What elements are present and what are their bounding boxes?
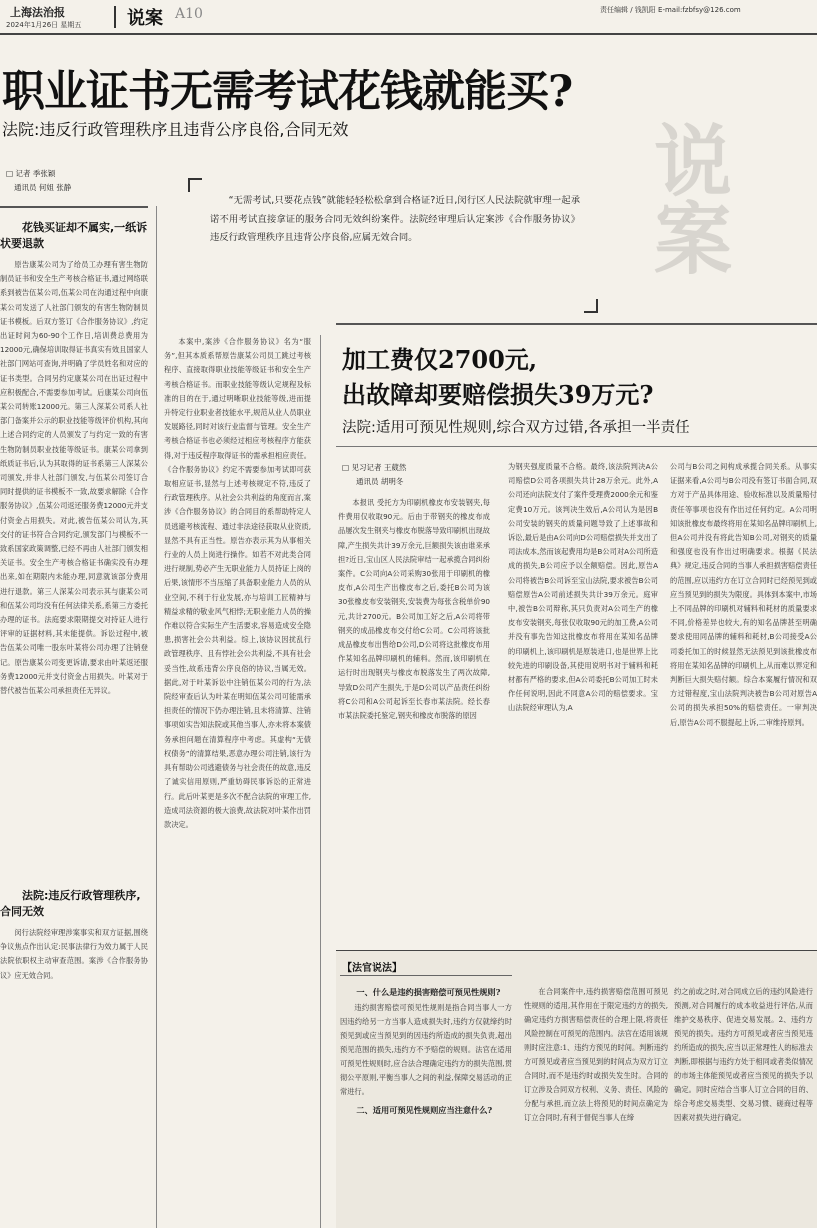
sidebar-col3 <box>674 985 813 1225</box>
sidebar-a1: 违约损害赔偿可预见性规则是指合同当事人一方因违约给另一方当事人造成损失时,违约方仅就缔约时预见到或应当预见到的因违约所造成的损失负责,超出预见范围的损失,违约方不予赔偿的规则。法官在适用可预见性规则时,应合法合理确定违约方的损失范围,贯彻公平原则,平衡当事人之间的利益,保障交易活动的正常进行。 <box>340 1003 512 1096</box>
article1-body-a: 原告康某公司为了给员工办理有害生物防制员证书和安全生产考核合格证书,通过网络联系到被告伍某公司,伍某公司在沟通过程中向康某公司发送了人社部门颁发的有害生物防制员证书模板。后双方签订《合作服务协议》,约定出证时间为60-90个工作日,培训费总费用为12000元,确保培训取得证书真实有效且国家人社部门网站可查询,并明确了学员姓名和对应的证书类型。合同另约定康某公司在出证过程中应积极配合,不需要参加考试。后康某公司向伍某公司转账12000元。第三人深某公司系人社部门备案并公示的职业技能等级评价机构,其向上述合同约定的人员颁发了与约定一致的有害生物防制员职业技能等级证书。康某公司拿到纸质证书后,认为其取得的证书系第三人深某公司颁发,并非人社部门颁发,与伍某公司签订合同时提供的证书模板不一致,故要求解除《合作服务协议》,伍某公司返还服务费12000元并支付资金占用损失。对此,被告伍某公司认为,其交付的证书符合合同约定,颁发部门与模板不一致系国家政策调整,已经不再由人社部门颁发相关证书。安全生产考核合格证书确实没有办理出来,如在期限内未能办理,同意就该部分费用进行退款。第三人深某公司表示其与康某公司和伍某公司均没有任何法律关系,系第三方委托办理的证书。法庭要求限期提交对持证人进行评审的证据材料,其未能提供。诉讼过程中,被告伍某公司唯一股东叶某将公司办理了注销登记。原告康某公司变更诉请,要求由叶某返还服务费12000元并支付资金占用损失。叶某对于替代被告伍某公司承担责任无异议。 <box>0 260 148 696</box>
article1-body-b: 闵行法院经审理涉案事实和双方证据,围绕争议焦点作出认定:民事法律行为效力属于人民法院依职权主动审查范围。案涉《合作服务协议》应无效合同。 <box>0 928 148 980</box>
article2-column-b <box>508 460 658 944</box>
article2-body-b: 为钢夹强度质量不合格。最终,该法院判决A公司赔偿D公司各项损失共计28万余元。此外,A公司还向法院支付了案件受理费2000余元和鉴定费10万元。该判决生效后,A公司认为是因B公司安装的钢夹的质量问题导致了上述事故和诉讼,最后是由A公司向D公司赔偿损失并支出了司法成本,然而该起费用均是B公司对A公司所造成的损失,B公司应予以全额赔偿。因此,原告A公司将被告B公司诉至宝山法院,要求被告B公司赔偿原告A公司前述损失共计39万余元。庭审中,被告B公司辩称,其只负责对A公司生产的橡皮布安装钢夹,每张仅收取90元的加工费,A公司并没有事先告知这批橡皮布将用在某知名品牌的印刷机上,该印刷机是原装进口,也是世界上比较先进的印刷设备,其使用说明书对于辅料和耗材都有严格的要求,但A公司委托B公司加工时未作任何说明,因此不同意A公司的赔偿要求。宝山法院经审理认为,A <box>508 462 658 713</box>
article2-body-a: 本报讯 受托方为印刷机橡皮布安装钢夹,每件费用仅收取90元。后由于带钢夹的橡皮布成品屡次发生钢夹与橡皮布脱落导致印刷机出现故障,产生损失共计39万余元,巨额损失该由谁来承担?近日,宝山区人民法院审结一起承揽合同纠纷案件。C公司向A公司采购30张用于印刷机的橡皮布,A公司生产出橡皮布之后,委托B公司为该30张橡皮布安装钢夹,安装费为每张含税单价90元,共计2700元。B公司加工好之后,A公司将带钢夹的成品橡皮布交付给C公司。C公司将该批成品橡皮布出售给D公司,D公司将这批橡皮布用作某知名品牌印刷机的辅料。然而,该印刷机在运行时出现钢夹与橡皮布脱落发生了两次故障,导致D公司产生损失,于是D公司以产品责任纠纷将C公司和A公司起诉至长春市某法院。经长春市某法院委托鉴定,钢夹和橡皮布脱落的原因 <box>338 498 490 721</box>
page-title: 职业证书无需考试花钱就能买? <box>2 67 573 117</box>
article2-headline-line1: 加工费仅2700元, <box>342 345 538 374</box>
article1-column1 <box>0 220 148 1225</box>
page-number: A10 <box>175 6 203 22</box>
paper-logo: 上海法治报 <box>10 6 65 19</box>
sidebar-col2 <box>524 985 668 1225</box>
section-watermark: 说案 <box>641 120 732 276</box>
judge-sidebar <box>336 950 817 1228</box>
sidebar-title: 【法官说法】 <box>342 963 402 974</box>
byline-reporter: □ 记者 季张颖 <box>6 169 56 178</box>
sidebar-c1: 约之前或之时,对合同成立后的违约风险进行预测,对合同履行的成本收益进行评估,从而维护交易秩序、促进交易发展。2、违约方预见的损失。违约方可预见或者应当预见违约所造成的损失,应当以正常理性人的标准去判断,即根据与违约方处于相同或者类似情况的市场主体能预见或者应当预见的损失予以确定。同时应结合当事人订立合同的目的、综合考虑交易类型、交易习惯、磋商过程等因素对损失进行确定。 <box>674 987 813 1122</box>
sidebar-q2: 二、适用可预见性规则应当注意什么? <box>356 1105 493 1115</box>
article2-column-a <box>338 496 490 944</box>
article2-body-c: 公司与B公司之间构成承揽合同关系。从事实证据来看,A公司与B公司没有签订书面合同,双方对于产品具体用途、验收标准以及质量赔付责任等事项也没有作出过任何约定。A公司明知该批橡皮布最终将用在某知名品牌印刷机上,但A公司并没有将此告知B公司,对钢夹的质量和强度也没有作出过明确要求。根据《民法典》规定,违反合同的当事人承担损害赔偿责任的范围,应以违约方在订立合同时已经预见到或应当预见到的损失为限度。具体到本案中,市场上不同品牌的印刷机对辅料和耗材的质量要求不同,价格差异也较大,有的知名品牌甚至明确要求使用同品牌的辅料和耗材,B公司接受A公司委托加工的时候显然无法预见到该批橡皮布将用在某知名品牌的印刷机上,从而难以界定和判断巨大损失赔付额。综合本案履行情况和双方过错程度,宝山法院判决被告B公司对原告A公司的损失承担50%的赔偿责任。一审判决后,原告A公司不服提起上诉,二审维持原判。 <box>670 462 817 727</box>
sidebar-col1 <box>340 985 512 1225</box>
section-name: 说案 <box>127 8 163 29</box>
article1-body-c: 本案中,案涉《合作服务协议》名为“服务”,但其本质系帮原告康某公司员工跳过考核程序、直接取得职业技能等级证书和安全生产考核合格证书。而职业技能等级认定规程及标准的目的在于,通过明晰职业技能等级,进而提升特定行业职业者技能水平,规范从业人员职业发展路径,同时对该行业监督与管理。安全生产考核合格证书也必须经过相应考核程序方能获得,对于违反程序取得证书的需承担相应责任。《合作服务协议》约定不需要参加考试即可获取相应证书,显然与上述考核规定不符,违反了行政管理秩序。从社会公共利益的角度而言,案涉《合作服务协议》的合同目的系帮助特定人员逃避考核流程、通过非法途径获取从业资质,显然不具有正当性。原告亦表示其为从事相关行业的人员上岗进行操作。如若不对此类合同进行规制,势必产生无职业能力人员持证上岗的后果,该情形不当压缩了具备职业能力人员的从业空间,不利于行业发展,亦与培训工匠精神与精益求精的敬业风气相悖;无职业能力人员的操作难以符合实际生产生活要求,容易造成安全隐患,损害社会公共利益。综上,该协议因扰乱行政管理秩序、且有悖社会公共利益,不具有社会妥当性,故系违背公序良俗的协议,当属无效。据此,对于叶某诉讼中注销伍某公司的行为,法院经审查后认为叶某在明知伍某公司可能需承担责任的情况下仍办理注销,且未将清算、注销事项如实告知法院或其他当事人,亦未将本案债务承担问题在清算程序中考虑。其虚构“无债权债务”的清算结果,恶意办理公司注销,该行为具有帮助公司逃避债务与社会责任的故意,违反了诚实信用原则,严重妨碍民事诉讼的正常进行。此后叶某更是多次不配合法院的审理工作,造成司法资源的极大浪费,故法院对叶某作出罚款决定。 <box>164 337 311 829</box>
article2-subheadline: 法院:适用可预见性规则,综合双方过错,各承担一半责任 <box>342 420 690 436</box>
lead-box <box>188 178 598 313</box>
lead-text: “无需考试,只要花点钱”就能轻轻松松拿到合格证?近日,闵行区人民法院就审理一起承诺不用考试直接拿证的服务合同无效纠纷案件。法院经审理后认定案涉《合作服务协议》违反行政管理秩序且违背公序良俗,应属无效合同。 <box>210 195 580 243</box>
article1-column2 <box>164 335 311 1225</box>
masthead <box>0 0 817 34</box>
article2-headline-line2: 出故障却要赔偿损失39万元? <box>342 380 654 409</box>
section-heading-2: 法院:违反行政管理秩序,合同无效 <box>0 889 141 918</box>
article2-byline-correspondent: 通讯员 胡明冬 <box>356 477 404 486</box>
editor-info: 责任编辑 / 钱凯阳 E-mail:fzbfsy@126.com <box>600 6 741 14</box>
article2-column-c <box>670 460 817 944</box>
byline-correspondent: 通讯员 何姐 张静 <box>14 183 72 192</box>
issue-date: 2024年1月26日 星期五 <box>6 21 82 29</box>
section-heading-1: 花钱买证却不属实,一纸诉状要退款 <box>0 221 148 250</box>
sidebar-b1: 在合同案件中,违约损害赔偿范围可预见性规则的适用,其作用在于限定违约方的损失,确定违约方损害赔偿责任的合理上限,将责任风险控制在可预见的范围内。法官在适用该规则时应注意:1、违约方预见的时间。判断违约方可预见或者应当预见到的时间点为双方订立合同时,而不是违约时或损失发生时。合同的订立涉及合同双方权利、义务、责任、风险的分配与承担,而立法上将预见的时间点确定为订立合同时,有利于督促当事人在缔 <box>524 987 668 1122</box>
article2-byline-reporter: □ 见习记者 王葳然 <box>342 463 407 472</box>
subheadline: 法院:违反行政管理秩序且违背公序良俗,合同无效 <box>2 120 349 139</box>
sidebar-q1: 一、什么是违约损害赔偿可预见性规则? <box>356 987 501 997</box>
